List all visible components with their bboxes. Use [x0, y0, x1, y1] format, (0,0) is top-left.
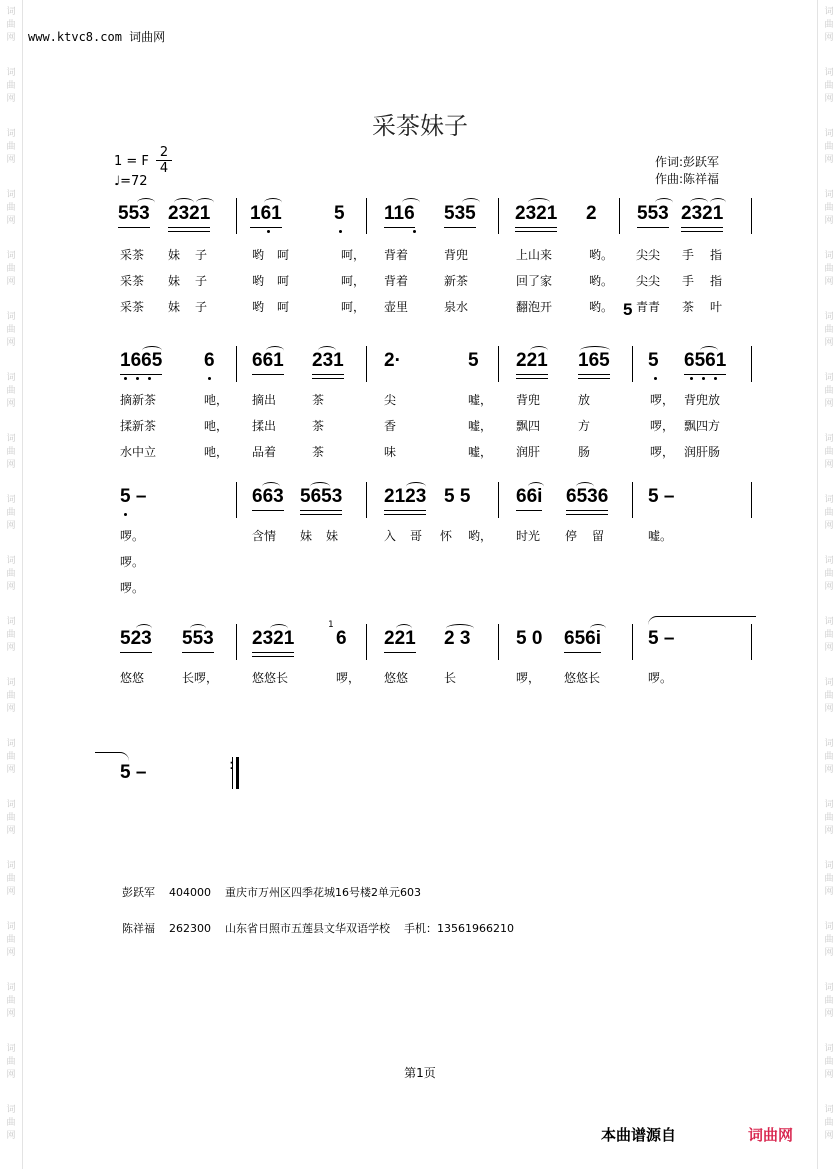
contact-address: 山东省日照市五莲县文华双语学校 [225, 922, 390, 935]
watermark-text: 词 曲 网 [6, 556, 16, 592]
note-group: 221 [384, 628, 416, 650]
octave-dot [714, 377, 717, 380]
lyric-syllable: 悠悠 [384, 671, 409, 685]
underline-beam [578, 374, 610, 375]
lyric-syllable: 肠 [578, 445, 591, 459]
note-group: 6 [336, 628, 347, 649]
note-group: 6561 [684, 350, 726, 372]
lyric-syllable: 嘘， [468, 445, 493, 459]
tie-arc [528, 482, 544, 491]
note-group: 553 [637, 203, 669, 225]
tie-arc [590, 624, 606, 633]
lyric-syllable: 摘出 [252, 393, 277, 407]
watermark-text: 词 曲 网 [824, 983, 834, 1019]
lyric-syllable: 哟 [252, 248, 265, 262]
lyric-syllable: 呵， [341, 248, 366, 262]
tie-arc [266, 346, 284, 355]
lyric-syllable: 茶 [312, 393, 325, 407]
note-group: 2· [384, 350, 401, 371]
barline [632, 624, 633, 660]
note-group: 5 [334, 203, 345, 224]
note-group: 663 [252, 486, 284, 508]
watermark-text: 词 曲 网 [824, 312, 834, 348]
lyricist-credit: 作词:彭跃军 [655, 155, 720, 169]
contact-phone: 手机：13561966210 [404, 922, 514, 935]
note-group: 5 5 [444, 486, 471, 507]
watermark-text: 词 曲 网 [824, 373, 834, 409]
tie-arc [655, 198, 673, 207]
watermark-text: 词 曲 网 [824, 1044, 834, 1080]
contact-composer [122, 920, 514, 936]
brand-link[interactable]: 词曲网 [748, 1126, 794, 1144]
barline [366, 624, 367, 660]
lyric-syllable: 尖尖 [636, 274, 661, 288]
lyric-syllable: 啰。 [120, 555, 145, 569]
watermark-text: 词 曲 网 [824, 251, 834, 287]
source-label: 本曲谱源自 [601, 1126, 677, 1144]
slur-end-arc [95, 752, 129, 761]
tie-arc [310, 482, 330, 491]
site-name: 词曲网 [129, 30, 166, 44]
tie-arc [264, 198, 282, 207]
lyric-syllable: 悠悠 [120, 671, 145, 685]
watermark-text: 词 曲 网 [824, 678, 834, 714]
tie-arc [576, 482, 594, 491]
octave-dot [124, 377, 127, 380]
lyric-syllable: 嘘， [468, 393, 493, 407]
tie-arc [528, 198, 550, 207]
underline-beam [515, 227, 557, 228]
barline [619, 198, 620, 234]
note-group: 2321 [168, 203, 210, 225]
lyric-syllable: 吔， [204, 393, 229, 407]
lyric-syllable: 入 [384, 529, 397, 543]
note-group: 165 [578, 350, 610, 372]
contact-name: 彭跃军 [122, 886, 155, 899]
lyric-syllable: 啰。 [120, 529, 145, 543]
tie-arc [580, 346, 610, 355]
underline-beam [384, 652, 416, 653]
underline-beam [444, 227, 476, 228]
octave-dot [702, 377, 705, 380]
tie-arc [196, 198, 214, 207]
lyric-syllable: 味 [384, 445, 397, 459]
note-group: 656i [564, 628, 601, 650]
lyric-syllable: 子 [195, 274, 208, 288]
lyric-syllable: 妹 [326, 529, 339, 543]
lyric-syllable: 啰。 [648, 671, 673, 685]
note-group: 2 [586, 203, 597, 224]
underline-beam [312, 378, 344, 379]
underline-beam [252, 374, 284, 375]
lyric-syllable: 尖尖 [636, 248, 661, 262]
underline-beam [252, 652, 294, 653]
lyric-syllable: 呵 [277, 274, 290, 288]
tie-arc [174, 198, 194, 207]
octave-dot [654, 377, 657, 380]
octave-dot [124, 513, 127, 516]
contact-lyricist [122, 884, 421, 900]
note-group: 2321 [515, 203, 557, 225]
watermark-text: 词 曲 网 [824, 129, 834, 165]
key-signature: 1 = F [114, 154, 149, 169]
lyric-syllable: 呵， [341, 274, 366, 288]
lyric-syllable: 润肝肠 [684, 445, 721, 459]
tie-arc [262, 482, 280, 491]
note-group: 523 [120, 628, 152, 650]
lyric-syllable: 长啰， [182, 671, 219, 685]
time-signature [156, 145, 172, 176]
lyric-syllable: 啰。 [120, 581, 145, 595]
underline-beam [300, 510, 342, 511]
contact-address: 重庆市万州区四季花城16号楼2单元603 [225, 886, 421, 899]
note-group: 221 [516, 350, 548, 372]
note-group: 66i [516, 486, 542, 508]
watermark-text: 词 曲 网 [824, 861, 834, 897]
watermark-text: 词 曲 网 [824, 190, 834, 226]
lyric-syllable: 悠悠长 [564, 671, 601, 685]
lyric-syllable: 嘘。 [648, 529, 673, 543]
octave-dot [413, 230, 416, 233]
tie-arc [396, 624, 412, 633]
tempo-value: =72 [120, 174, 148, 189]
watermark-strip-left [0, 0, 23, 1169]
lyric-syllable: 指 [710, 248, 723, 262]
tempo-marking [114, 174, 148, 189]
lyric-syllable: 尖 [384, 393, 397, 407]
note-group: 553 [182, 628, 214, 650]
watermark-text: 词 曲 网 [6, 129, 16, 165]
watermark-text: 词 曲 网 [824, 556, 834, 592]
contact-postcode: 262300 [169, 922, 211, 935]
lyric-syllable: 哟。 [589, 300, 614, 314]
tie-arc [406, 482, 426, 491]
watermark-text: 词 曲 网 [6, 1105, 16, 1141]
barline [632, 482, 633, 518]
lyric-syllable: 妹 [168, 248, 181, 262]
lyric-syllable: 背着 [384, 274, 409, 288]
underline-beam [384, 227, 415, 228]
watermark-text: 词 曲 网 [6, 617, 16, 653]
underline-beam [516, 374, 548, 375]
lyric-syllable: 悠悠长 [252, 671, 289, 685]
composer-credit: 作曲:陈祥福 [655, 172, 720, 186]
underline-beam [516, 378, 548, 379]
lyric-syllable: 品着 [252, 445, 277, 459]
note-group: 2321 [252, 628, 294, 650]
lyric-syllable: 揉出 [252, 419, 277, 433]
octave-dot [339, 230, 342, 233]
lyric-syllable: 青青 [636, 300, 661, 314]
tie-arc [270, 624, 288, 633]
underline-beam [566, 514, 608, 515]
watermark-text: 词 曲 网 [824, 617, 834, 653]
site-header[interactable] [28, 28, 165, 45]
tie-arc [530, 346, 548, 355]
lyric-syllable: 采茶 [120, 300, 145, 314]
underline-beam [384, 514, 426, 515]
octave-dot [148, 377, 151, 380]
lyric-syllable: 长 [444, 671, 457, 685]
lyric-syllable: 妹 [168, 300, 181, 314]
lyric-syllable: 飘四 [516, 419, 541, 433]
underline-beam [566, 510, 608, 511]
watermark-text: 词 曲 网 [824, 7, 834, 43]
underline-beam [120, 374, 162, 375]
tie-arc [462, 198, 480, 207]
barline [236, 482, 237, 518]
note-group: 535 [444, 203, 476, 225]
lyric-syllable: 哟 [252, 300, 265, 314]
underline-beam [684, 374, 726, 375]
final-barline [236, 757, 239, 789]
lyric-syllable: 时光 [516, 529, 541, 543]
lyric-syllable: 叶 [710, 300, 723, 314]
lyric-syllable: 手 [682, 248, 695, 262]
tie-arc [402, 198, 420, 207]
lyric-syllable: 啰， [650, 393, 675, 407]
barline [236, 346, 237, 382]
lyric-syllable: 回了家 [516, 274, 553, 288]
tie-arc [700, 346, 718, 355]
note-group: 6 [204, 350, 215, 371]
note-group: 6536 [566, 486, 608, 508]
octave-dot [267, 230, 270, 233]
underline-beam [252, 656, 294, 657]
lyric-syllable: 怀 [440, 529, 453, 543]
lyric-syllable: 新茶 [444, 274, 469, 288]
lyric-syllable: 留 [592, 529, 605, 543]
note-group: 5 [468, 350, 479, 371]
lyric-syllable: 背着 [384, 248, 409, 262]
note-group: 5653 [300, 486, 342, 508]
lyric-syllable: 背兜 [444, 248, 469, 262]
lyric-syllable: 翻泡开 [516, 300, 553, 314]
lyric-syllable: 啰， [516, 671, 541, 685]
underline-beam [515, 231, 557, 232]
watermark-text: 词 曲 网 [6, 68, 16, 104]
lyric-syllable: 吔， [204, 445, 229, 459]
watermark-text: 词 曲 网 [6, 495, 16, 531]
lyric-syllable: 手 [682, 274, 695, 288]
barline [751, 482, 752, 518]
slur-arc [648, 616, 756, 625]
lyric-syllable: 方 [578, 419, 591, 433]
lyric-syllable: 茶 [682, 300, 695, 314]
tie-arc [318, 346, 336, 355]
underline-beam [182, 652, 214, 653]
underline-beam [168, 227, 210, 228]
underline-beam [252, 510, 284, 511]
lyric-syllable: 哟 [252, 274, 265, 288]
note-group: 5 – [648, 628, 675, 649]
tie-arc [446, 624, 474, 633]
lyric-syllable: 背兜放 [684, 393, 721, 407]
contact-name: 陈祥福 [122, 922, 155, 935]
watermark-text: 词 曲 网 [6, 434, 16, 470]
lyric-syllable: 香 [384, 419, 397, 433]
repeat-dots: : [229, 757, 234, 773]
watermark-text: 词 曲 网 [6, 983, 16, 1019]
watermark-text: 词 曲 网 [6, 373, 16, 409]
lyric-syllable: 背兜 [516, 393, 541, 407]
octave-dot [690, 377, 693, 380]
underline-beam [168, 231, 210, 232]
lyric-syllable: 子 [195, 300, 208, 314]
lyric-syllable: 壶里 [384, 300, 409, 314]
note-group: 5 – [120, 762, 147, 783]
underline-beam [384, 510, 426, 511]
site-url[interactable]: www.ktvc8.com [28, 30, 122, 44]
note-group: 231 [312, 350, 344, 372]
tie-arc [690, 198, 708, 207]
lyric-syllable: 含情 [252, 529, 277, 543]
note-group: 5 [648, 350, 659, 371]
underline-beam [120, 652, 152, 653]
note-group: 2321 [681, 203, 723, 225]
underline-beam [300, 514, 342, 515]
lyric-syllable: 妹 [168, 274, 181, 288]
contact-postcode: 404000 [169, 886, 211, 899]
lyric-syllable: 啰， [336, 671, 361, 685]
underline-beam [681, 227, 723, 228]
barline [366, 346, 367, 382]
underline-beam [637, 227, 669, 228]
barline [751, 346, 752, 382]
note-group: 116 [384, 203, 415, 225]
quarter-note-icon: ♩ [114, 174, 121, 189]
watermark-text: 词 曲 网 [6, 312, 16, 348]
underline-beam [578, 378, 610, 379]
pickup-note: 5 [623, 300, 633, 319]
underline-beam [564, 652, 601, 653]
tie-arc [710, 198, 726, 207]
barline [498, 346, 499, 382]
note-group: 5 0 [516, 628, 543, 649]
note-group: 553 [118, 203, 150, 225]
lyric-syllable: 润肝 [516, 445, 541, 459]
barline [751, 624, 752, 660]
underline-beam [312, 374, 344, 375]
watermark-text: 词 曲 网 [6, 739, 16, 775]
tie-arc [190, 624, 206, 633]
lyric-syllable: 哟。 [589, 274, 614, 288]
note-group: 2 3 [444, 628, 471, 649]
time-numerator: 2 [156, 145, 172, 161]
time-denominator: 4 [159, 161, 169, 176]
lyric-syllable: 呵， [341, 300, 366, 314]
watermark-text: 词 曲 网 [6, 251, 16, 287]
lyric-syllable: 放 [578, 393, 591, 407]
note-group: 1665 [120, 350, 162, 372]
lyric-syllable: 停 [565, 529, 578, 543]
lyric-syllable: 水中立 [120, 445, 157, 459]
note-group: 161 [250, 203, 282, 225]
note-group: 5 – [120, 486, 147, 507]
note-group: 661 [252, 350, 284, 372]
lyric-syllable: 哥 [410, 529, 423, 543]
barline [236, 198, 237, 234]
watermark-text: 词 曲 网 [824, 495, 834, 531]
watermark-text: 词 曲 网 [824, 922, 834, 958]
lyric-syllable: 妹 [300, 529, 313, 543]
octave-dot [136, 377, 139, 380]
lyric-syllable: 飘四方 [684, 419, 721, 433]
watermark-text: 词 曲 网 [824, 1105, 834, 1141]
lyric-syllable: 哟， [468, 529, 493, 543]
watermark-text: 词 曲 网 [6, 7, 16, 43]
watermark-text: 词 曲 网 [6, 800, 16, 836]
lyric-syllable: 采茶 [120, 274, 145, 288]
tie-arc [137, 198, 155, 207]
lyric-syllable: 哟。 [589, 248, 614, 262]
lyric-syllable: 摘新茶 [120, 393, 157, 407]
note-group: 2123 [384, 486, 426, 508]
lyric-syllable: 呵 [277, 300, 290, 314]
page-number: 第1页 [404, 1066, 436, 1080]
watermark-text: 词 曲 网 [6, 678, 16, 714]
lyric-syllable: 呵 [277, 248, 290, 262]
underline-beam [250, 227, 282, 228]
tie-arc [142, 346, 162, 355]
lyric-syllable: 茶 [312, 445, 325, 459]
watermark-text: 词 曲 网 [6, 1044, 16, 1080]
underline-beam [681, 231, 723, 232]
lyric-syllable: 啰， [650, 419, 675, 433]
lyric-syllable: 吔， [204, 419, 229, 433]
underline-beam [516, 510, 542, 511]
lyric-syllable: 啰， [650, 445, 675, 459]
barline [498, 624, 499, 660]
barline [632, 346, 633, 382]
barline [498, 198, 499, 234]
note-group: 5 – [648, 486, 675, 507]
barline [366, 482, 367, 518]
lyric-syllable: 子 [195, 248, 208, 262]
watermark-text: 词 曲 网 [824, 434, 834, 470]
watermark-text: 词 曲 网 [824, 800, 834, 836]
grace-note: 1 [328, 620, 334, 630]
watermark-strip-right [817, 0, 840, 1169]
watermark-text: 词 曲 网 [824, 739, 834, 775]
lyric-syllable: 采茶 [120, 248, 145, 262]
lyric-syllable: 茶 [312, 419, 325, 433]
lyric-syllable: 上山来 [516, 248, 553, 262]
barline [236, 624, 237, 660]
lyric-syllable: 指 [710, 274, 723, 288]
lyric-syllable: 泉水 [444, 300, 469, 314]
underline-beam [118, 227, 150, 228]
watermark-text: 词 曲 网 [6, 861, 16, 897]
song-title: 采茶妹子 [372, 112, 468, 140]
barline [498, 482, 499, 518]
watermark-text: 词 曲 网 [824, 68, 834, 104]
tie-arc [136, 624, 152, 633]
octave-dot [208, 377, 211, 380]
watermark-text: 词 曲 网 [6, 922, 16, 958]
watermark-text: 词 曲 网 [6, 190, 16, 226]
barline [366, 198, 367, 234]
lyric-syllable: 揉新茶 [120, 419, 157, 433]
lyric-syllable: 嘘， [468, 419, 493, 433]
barline [751, 198, 752, 234]
